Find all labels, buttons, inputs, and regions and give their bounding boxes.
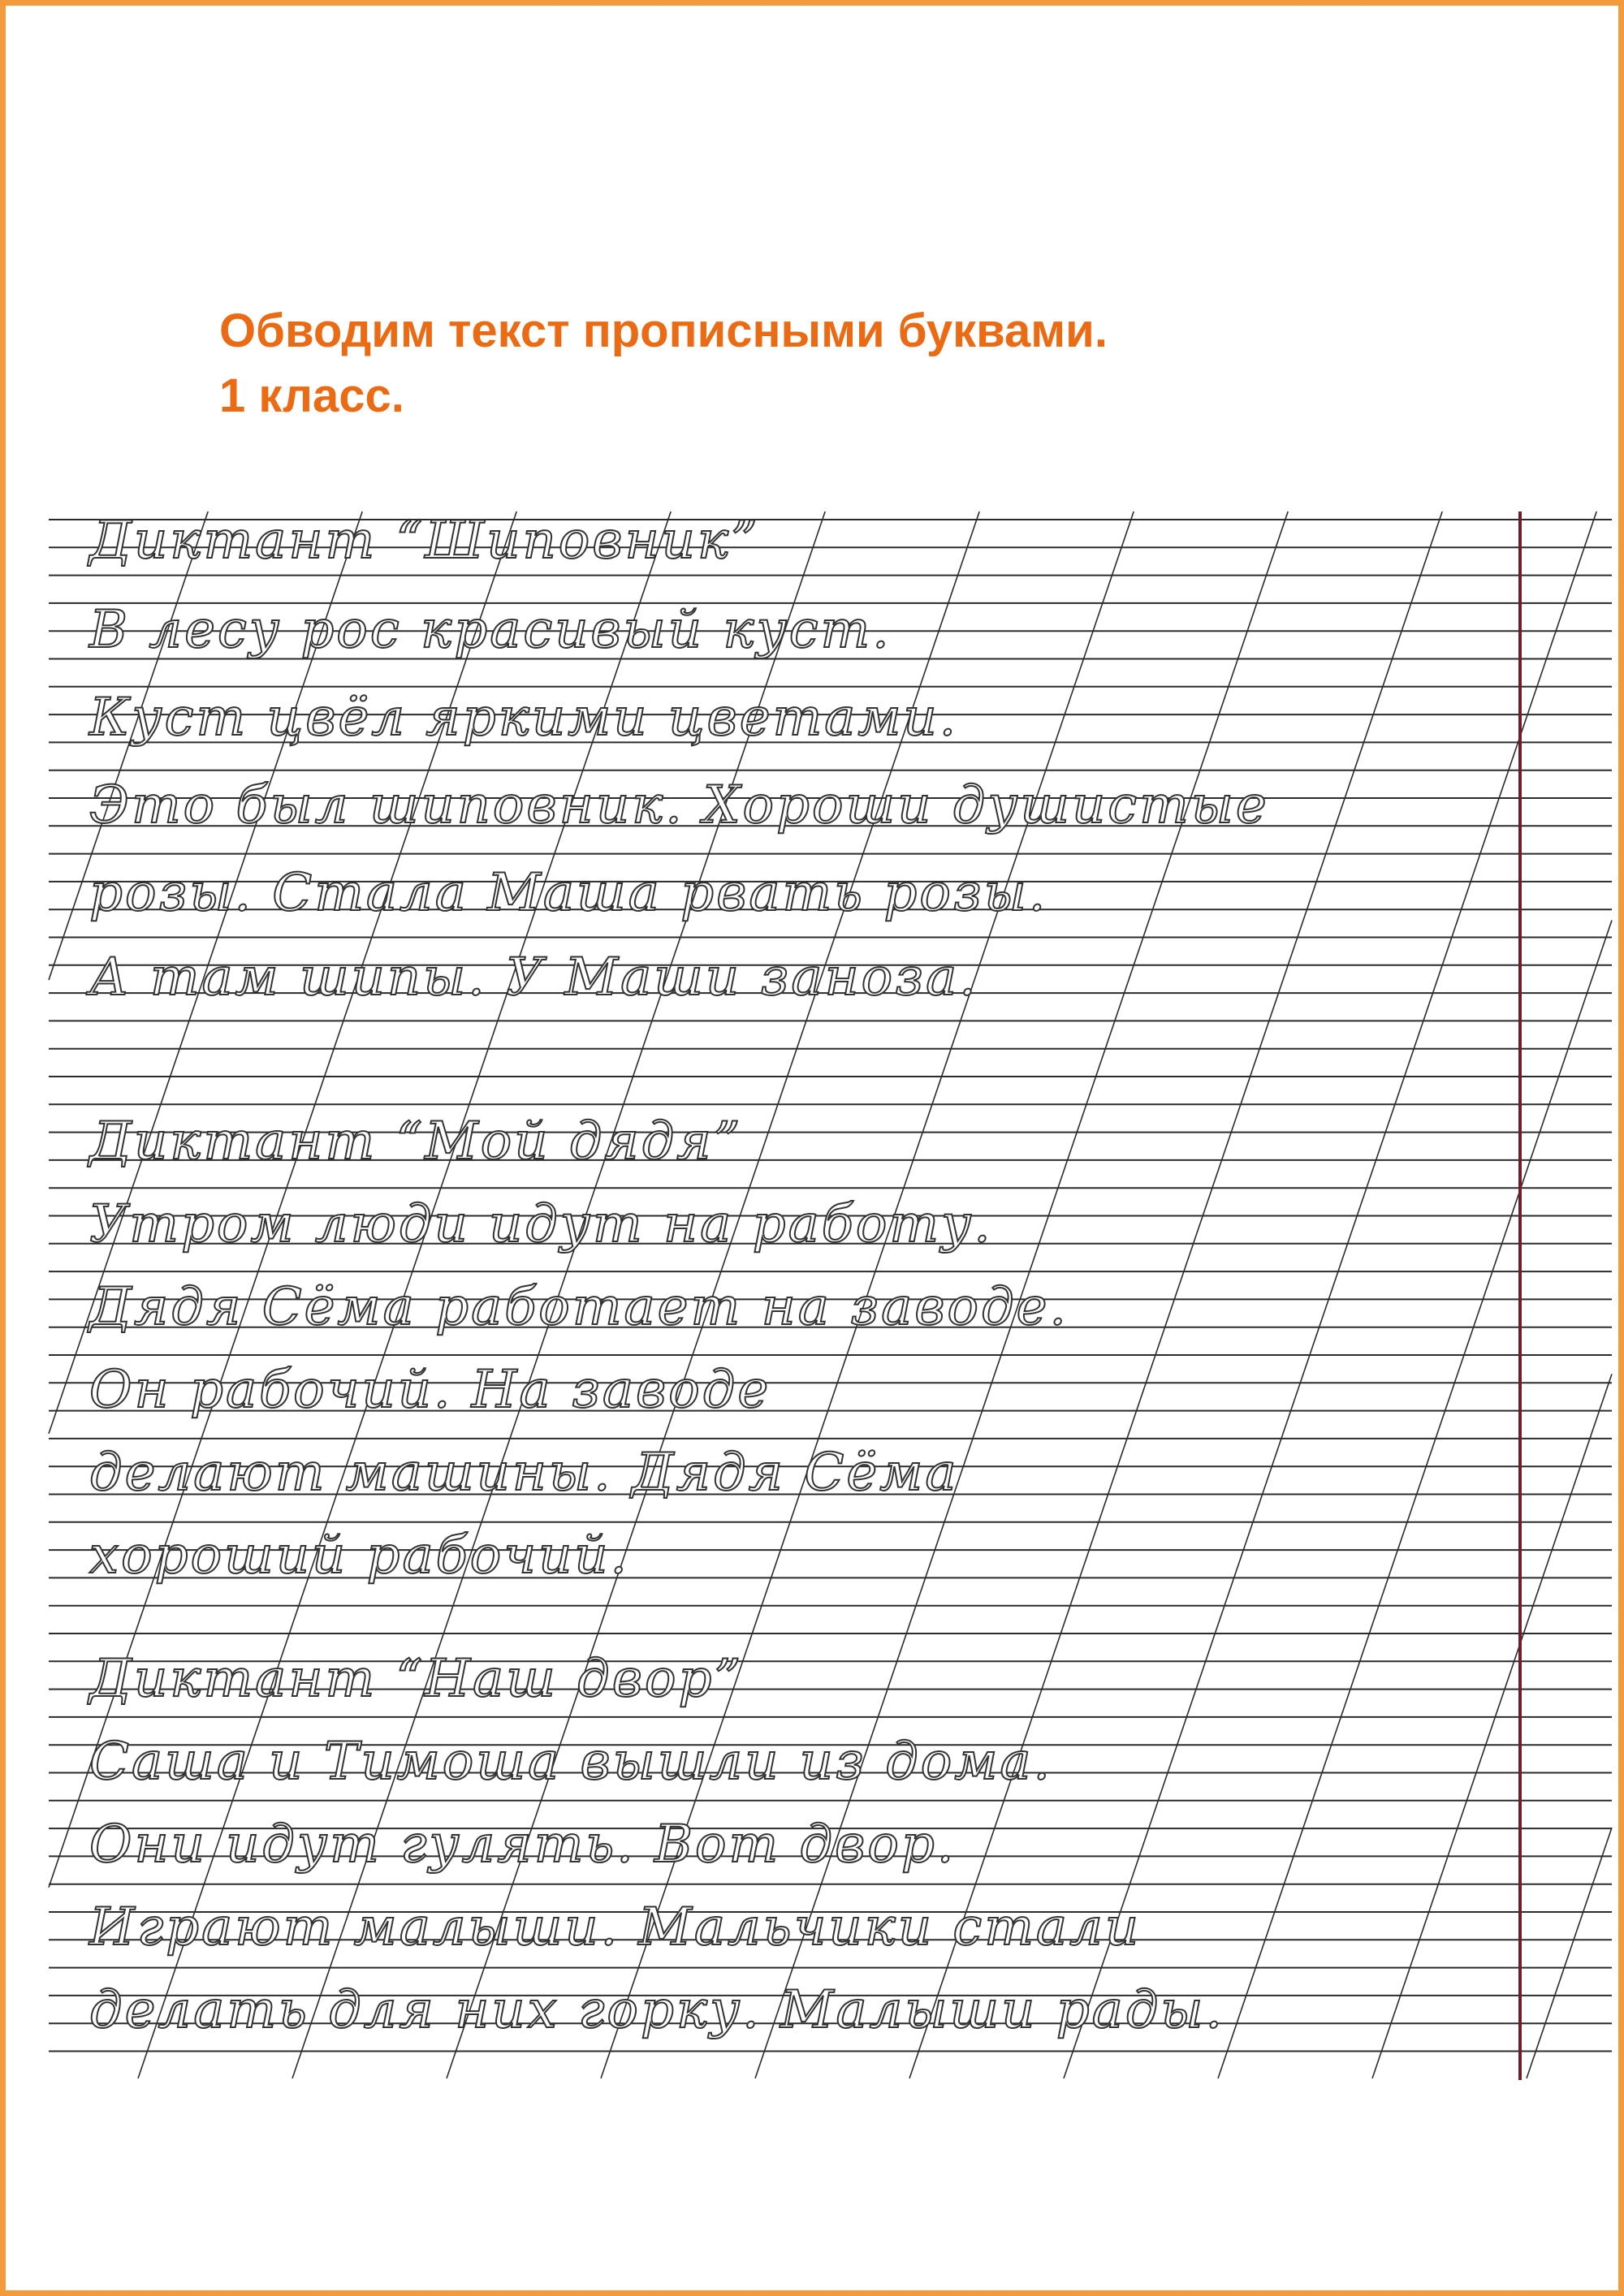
dictation-2-line-1: Утром люди идут на работу. bbox=[89, 1194, 993, 1254]
dictation-3-line-4: делать для них горку. Малыши рады. bbox=[89, 1980, 1224, 2040]
dictation-3-heading: Диктант “Наш двор” bbox=[89, 1649, 744, 1709]
slant-line bbox=[1527, 1828, 1612, 2078]
dictation-2-heading: Диктант “Мой дядя” bbox=[89, 1111, 743, 1172]
dictation-2-line-5: хороший рабочий. bbox=[89, 1526, 629, 1586]
dictation-1-line-2: Куст цвёл яркими цветами. bbox=[89, 688, 959, 748]
dictation-1-line-5: А там шипы. У Маши заноза. bbox=[89, 947, 978, 1008]
dictation-2-line-3: Он рабочий. На заводе bbox=[89, 1360, 771, 1420]
title-line-1: Обводим текст прописными буквами. bbox=[219, 304, 1108, 357]
slant-line bbox=[1372, 1374, 1612, 2078]
dictation-1-line-4: розы. Стала Маша рвать розы. bbox=[89, 863, 1048, 923]
dictation-2-line-4: делают машины. Дядя Сёма bbox=[89, 1443, 959, 1503]
dictation-1-line-3: Это был шиповник. Хороши душистые bbox=[89, 775, 1269, 835]
slant-line bbox=[1218, 921, 1612, 2078]
title-line-2: 1 класс. bbox=[219, 369, 404, 422]
dictation-3-line-1: Саша и Тимоша вышли из дома. bbox=[89, 1732, 1052, 1792]
dictation-3-line-2: Они идут гулять. Вот двор. bbox=[89, 1815, 957, 1875]
dictation-3-line-3: Играют малыши. Мальчики стали bbox=[89, 1897, 1142, 1957]
dictation-1-line-1: В лесу рос красивый куст. bbox=[89, 600, 892, 660]
dictation-1-heading: Диктант “Шиповник” bbox=[89, 511, 760, 571]
dictation-2-line-2: Дядя Сёма работает на заводе. bbox=[89, 1277, 1069, 1337]
slant-line bbox=[1064, 511, 1596, 2078]
